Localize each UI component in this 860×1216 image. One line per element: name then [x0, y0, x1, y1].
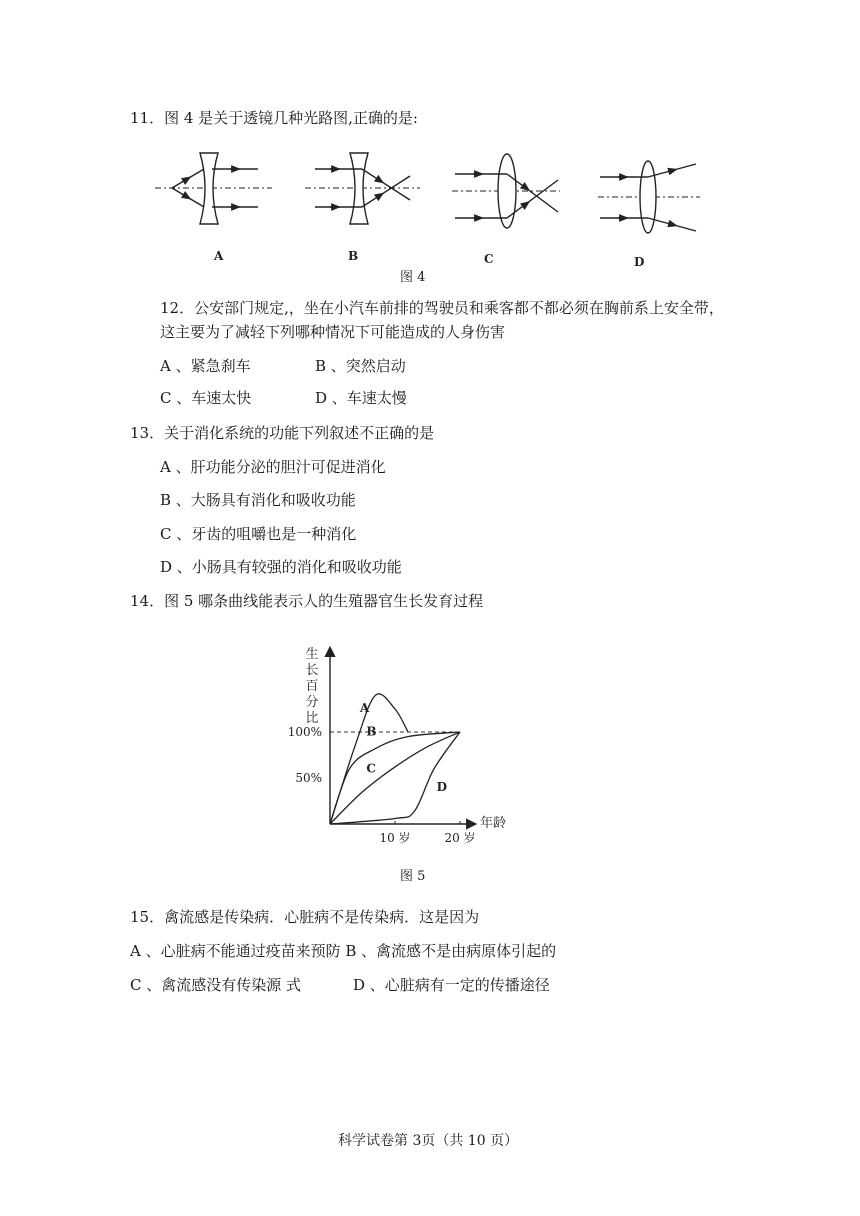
q15-options-ab: A 、心脏病不能通过疫苗来预防 B 、禽流感不是由病原体引起的 — [130, 942, 557, 960]
y-axis-label-char: 百 — [305, 679, 319, 694]
q15-option-c: C 、禽流感没有传染源 式 — [130, 976, 302, 994]
q12-option-b: B 、突然启动 — [315, 357, 406, 375]
question-11: 11．图 4 是关于透镜几种光路图,正确的是: — [130, 109, 418, 127]
series-label-a: A — [359, 700, 370, 715]
lens-diagram-a — [155, 153, 272, 224]
question-14: 14．图 5 哪条曲线能表示人的生殖器官生长发育过程 — [130, 592, 484, 610]
q12-option-d: D 、车速太慢 — [315, 389, 407, 407]
series-label-d: D — [436, 779, 448, 794]
question-12-line2: 这主要为了减轻下列哪种情况下可能造成的人身伤害 — [160, 323, 506, 341]
x-tick-label: 10 岁 — [379, 831, 411, 845]
series-line-d — [330, 732, 460, 824]
series-label-c: C — [366, 761, 376, 776]
q13-option-d: D 、小肠具有较强的消化和吸收功能 — [160, 558, 402, 576]
growth-chart — [260, 640, 560, 845]
q15-option-d: D 、心脏病有一定的传播途径 — [353, 976, 550, 994]
lens-label-a: A — [214, 249, 224, 263]
figure-5-caption: 图 5 — [400, 869, 426, 884]
page-footer: 科学试卷第 3页（共 10 页） — [338, 1133, 519, 1149]
q13-option-c: C 、牙齿的咀嚼也是一种消化 — [160, 525, 357, 543]
y-tick-label: 100% — [287, 725, 322, 739]
question-13: 13．关于消化系统的功能下列叙述不正确的是 — [130, 424, 435, 442]
lens-label-d: D — [634, 255, 645, 269]
lens-label-b: B — [348, 249, 359, 263]
lens-diagram-d — [598, 161, 700, 233]
y-axis-label — [305, 646, 318, 726]
lens-diagram-b — [305, 153, 420, 224]
q13-option-b: B 、大肠具有消化和吸收功能 — [160, 491, 356, 509]
lens-diagram-c — [452, 154, 560, 228]
series-label-b: B — [366, 724, 377, 739]
q13-option-a: A 、肝功能分泌的胆汁可促进消化 — [160, 458, 386, 476]
y-axis-label-char: 长 — [305, 663, 319, 678]
lens-label-c: C — [484, 252, 494, 266]
x-axis-label: 年龄 — [480, 816, 507, 831]
y-axis-label-char: 分 — [305, 695, 319, 710]
question-15: 15．禽流感是传染病．心脏病不是传染病．这是因为 — [130, 908, 480, 926]
q12-option-a: A 、紧急刹车 — [160, 357, 251, 375]
q12-option-c: C 、车速太快 — [160, 389, 252, 407]
series-line-c — [330, 732, 460, 824]
lens-diagrams-figure — [140, 140, 740, 290]
y-axis-label-char: 比 — [305, 711, 319, 726]
x-tick-label: 20 岁 — [444, 831, 476, 845]
series-line-b — [330, 732, 460, 824]
y-tick-label: 50% — [295, 771, 322, 785]
y-axis-label-char: 生 — [305, 647, 319, 662]
figure-4-caption: 图 4 — [400, 270, 426, 285]
question-12-line1: 12．公安部门规定,，坐在小汽车前排的驾驶员和乘客都不都必须在胸前系上安全带， — [160, 299, 724, 317]
